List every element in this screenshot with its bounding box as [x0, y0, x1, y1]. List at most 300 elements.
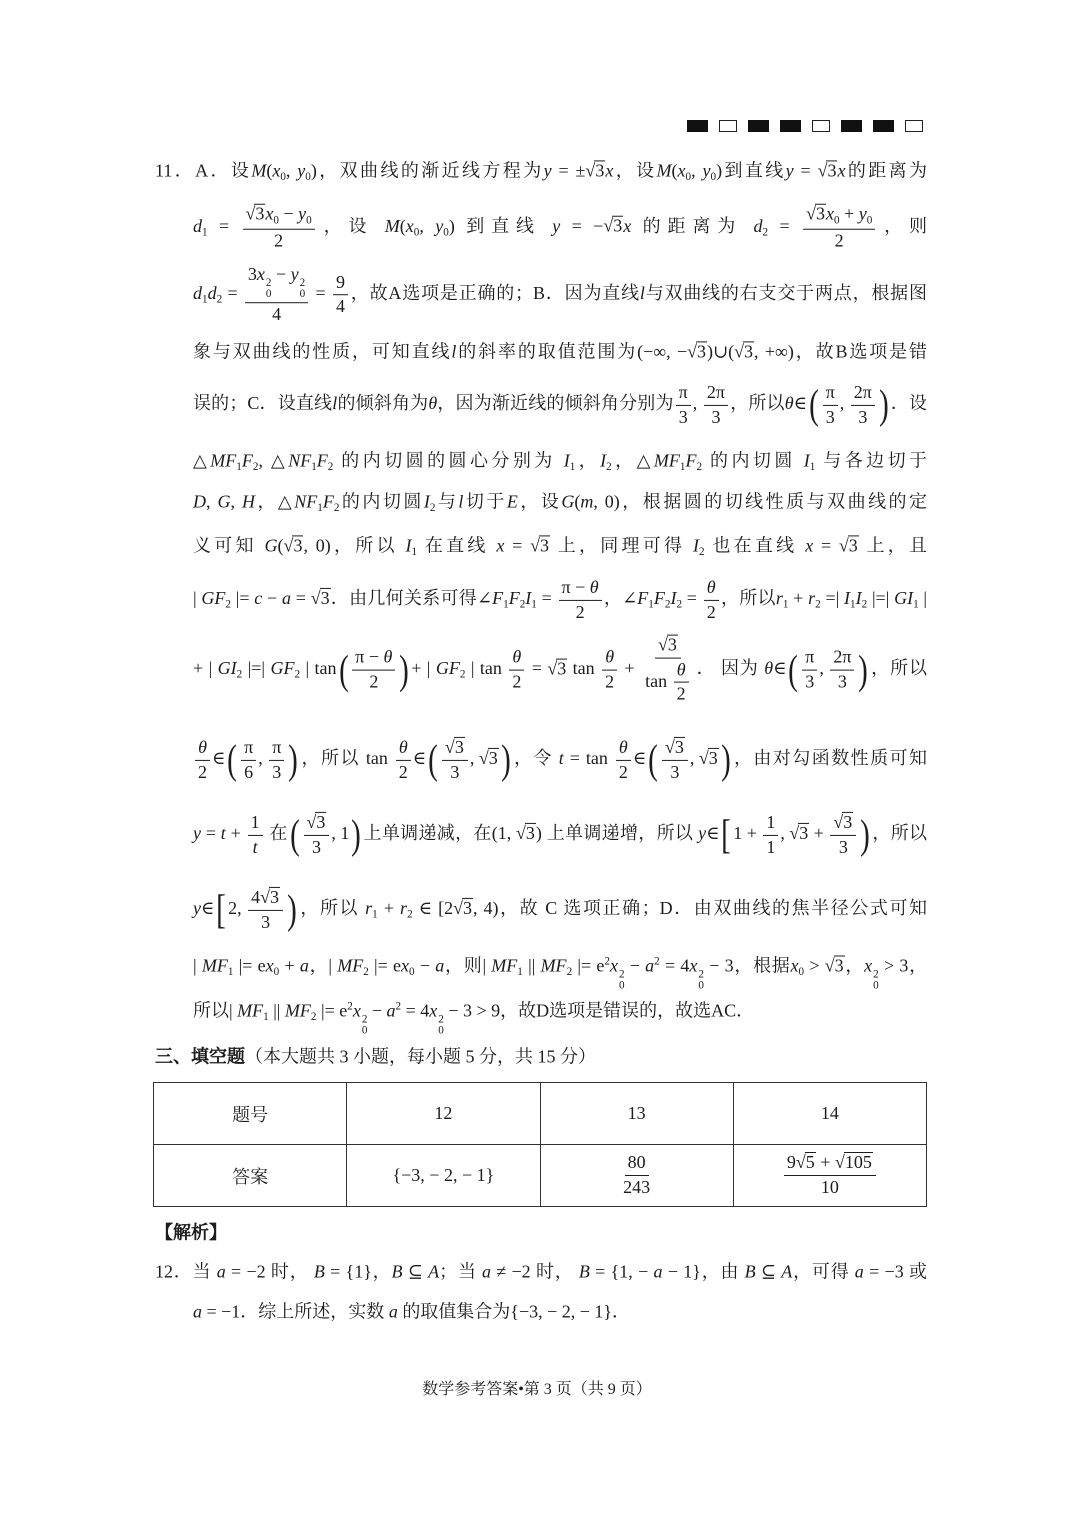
radicand: [612, 216, 623, 236]
text-run: 3: [270, 886, 280, 907]
fraction-denominator: [642, 658, 694, 705]
fraction-numerator: [802, 647, 817, 671]
text-run: ≠ −2 时，: [491, 1261, 579, 1282]
math-variable: θ: [589, 576, 599, 597]
text-run: 4: [336, 296, 345, 317]
text-run: 1: [372, 908, 378, 921]
fraction: [642, 635, 694, 706]
math-variable: a: [386, 1000, 396, 1021]
text-run: ⊆: [402, 1261, 429, 1282]
close-bracket: ): [351, 811, 362, 858]
text-run: 2π: [706, 381, 726, 402]
text-run: 2π: [853, 381, 872, 402]
fraction-denominator: [855, 406, 870, 429]
text-run: ，则|: [444, 955, 492, 976]
radical-sign: √: [834, 1152, 845, 1173]
math-variable: M: [656, 160, 672, 181]
text-run: ∈: [201, 898, 215, 919]
fraction: [704, 577, 719, 623]
text-run: 1: [766, 811, 776, 832]
math-variable: x: [609, 955, 618, 976]
text-run: , +∞)，故B选项是错: [754, 341, 927, 362]
math-variable: θ: [428, 393, 438, 414]
text-run: ，所以: [730, 393, 785, 414]
math-variable: a: [645, 955, 655, 976]
math-variable: x: [623, 216, 632, 237]
math-variable: x: [256, 264, 265, 285]
fraction-denominator: [602, 671, 617, 694]
text-run: ，∠: [603, 588, 638, 609]
fraction: [802, 647, 817, 693]
radicand: [488, 748, 499, 768]
radicand: [539, 535, 550, 555]
text-run: 0: [273, 214, 279, 227]
fraction-denominator: [832, 230, 847, 253]
radical-sign: √: [734, 341, 745, 362]
math-variable: θ: [764, 658, 774, 679]
math-variable: y: [435, 216, 444, 237]
fraction-denominator: [704, 601, 719, 624]
radicand: [696, 341, 707, 361]
math-variable: I: [423, 491, 430, 512]
radicand: [848, 535, 859, 555]
question-number: 14: [733, 1083, 926, 1145]
close-bracket: ): [500, 736, 511, 783]
fraction-numerator: [304, 812, 330, 836]
math-variable: d: [193, 216, 202, 237]
subscript: [438, 1026, 444, 1038]
radical-sign: √: [444, 736, 455, 757]
text-run: ∈: [632, 748, 647, 769]
math-variable: θ: [398, 736, 408, 757]
text-run: 12．当: [155, 1261, 217, 1282]
math-variable: x: [790, 955, 799, 976]
text-run: 2: [512, 671, 522, 692]
math-variable: y: [193, 898, 201, 919]
math-variable: B: [744, 1261, 756, 1282]
radical-sign: √: [824, 955, 835, 976]
text-run: ∈: [212, 748, 226, 769]
open-bracket: (: [338, 646, 349, 693]
q11-line: [193, 264, 927, 326]
text-run: − 1}，由: [662, 1261, 745, 1282]
bracket-group: [225, 737, 300, 783]
radicand: [674, 737, 685, 757]
text-run: △: [193, 450, 211, 471]
square-root: [246, 204, 266, 224]
fraction-numerator: [243, 204, 315, 230]
text-run: 象与双曲线的性质，可知直线: [193, 341, 452, 362]
square-root: [307, 812, 327, 832]
math-variable: r: [808, 588, 816, 609]
text-run: 2: [459, 668, 466, 681]
bracket-content: [800, 647, 856, 693]
math-variable: x: [265, 203, 274, 224]
text-run: (: [399, 216, 406, 237]
text-run: 2: [274, 230, 284, 251]
math-variable: MF: [653, 450, 680, 471]
text-run: 0: [443, 226, 449, 239]
fraction-denominator: [509, 671, 524, 694]
text-run: |: [193, 588, 202, 609]
text-run: 0: [265, 288, 272, 301]
bracket-content: [302, 812, 350, 858]
radical-sign: √: [838, 535, 849, 556]
text-run: ,: [419, 216, 436, 237]
text-run: 1: [517, 966, 523, 979]
q11-line: [193, 635, 927, 706]
fraction-numerator: [602, 647, 617, 671]
text-run: 2: [347, 1000, 353, 1013]
bracket-group: [646, 737, 732, 783]
fraction-numerator: [830, 647, 854, 671]
math-variable: y: [297, 160, 306, 181]
text-run: 0: [299, 288, 306, 301]
fraction-denominator: [258, 911, 273, 934]
open-bracket: (: [788, 646, 799, 693]
text-run: ，由对勾函数性质可知: [732, 748, 927, 769]
question-number: 12: [347, 1083, 540, 1145]
fraction-numerator: [763, 812, 778, 836]
sub-superscript: [300, 278, 306, 301]
text-run: = −1．综上所述，实数: [202, 1301, 389, 1322]
text-run: 2: [225, 598, 231, 611]
fraction-numerator: [616, 737, 631, 761]
text-run: ，设: [517, 491, 562, 512]
close-bracket: ): [858, 646, 869, 693]
q11-line: [193, 533, 927, 560]
math-variable: E: [506, 491, 518, 512]
open-bracket: [: [216, 886, 227, 933]
q11-line: [193, 382, 927, 428]
subscript: [362, 1026, 368, 1038]
math-variable: I: [405, 535, 412, 556]
text-run: 2: [699, 545, 705, 558]
bracket-content: [821, 382, 877, 428]
text-run: |: [918, 588, 928, 609]
text-run: tan: [567, 658, 601, 679]
text-run: 2: [575, 601, 585, 622]
text-run: )，双曲线的渐近线方程为: [310, 160, 544, 181]
text-run: ⊆: [755, 1261, 782, 1282]
math-variable: x: [864, 955, 873, 976]
text-run: +: [377, 898, 401, 919]
empty-mark: [905, 120, 923, 132]
math-variable: d: [753, 216, 763, 237]
text-run: π: [825, 381, 835, 402]
text-run: 3: [697, 341, 707, 362]
math-variable: a: [854, 1261, 864, 1282]
fraction: [248, 812, 263, 858]
fraction: [396, 737, 411, 783]
fraction: [620, 1152, 653, 1198]
radicand: [462, 898, 473, 918]
text-run: 2: [861, 598, 868, 611]
text-run: −: [367, 1000, 387, 1021]
text-run: ) 到直线: [448, 216, 553, 237]
text-run: | tan: [465, 658, 508, 679]
table-answer-row: [154, 1145, 927, 1207]
close-bracket: ): [720, 736, 731, 783]
text-run: 在直线: [417, 535, 497, 556]
text-run: 1: [411, 545, 418, 558]
text-run: 2: [299, 276, 306, 289]
text-run: −: [414, 955, 436, 976]
text-run: = 4: [401, 1000, 430, 1021]
fraction: [763, 812, 778, 858]
fraction: [674, 659, 689, 705]
text-run: 0: [280, 170, 286, 183]
text-run: 切于: [463, 491, 507, 512]
text-run: 0: [710, 170, 717, 183]
radical-sign: √: [664, 736, 675, 757]
bracket-group: [807, 382, 891, 428]
text-run: (: [277, 535, 284, 556]
text-run: 在: [264, 823, 288, 844]
text-run: 3: [674, 736, 684, 757]
text-run: ，|: [308, 955, 338, 976]
text-run: =: [813, 535, 839, 556]
text-run: ；当: [439, 1261, 483, 1282]
fraction: [704, 382, 728, 428]
fraction-denominator: [269, 761, 284, 784]
text-run: +: [809, 823, 829, 844]
math-variable: a: [216, 1261, 226, 1282]
math-variable: F: [322, 491, 334, 512]
text-run: = −3 或: [863, 1261, 927, 1282]
radical-sign: √: [260, 886, 271, 907]
math-variable: G: [264, 535, 278, 556]
text-run: 义可知: [193, 535, 265, 556]
radical-sign: √: [547, 658, 558, 679]
fraction-denominator: [708, 406, 723, 429]
text-run: −: [262, 588, 282, 609]
q11-line: [193, 887, 927, 933]
math-variable: I: [563, 450, 570, 471]
math-variable: a: [299, 955, 309, 976]
math-variable: F: [508, 588, 520, 609]
text-run: 3: [557, 658, 567, 679]
text-run: |=|: [242, 658, 271, 679]
text-run: 1: [202, 226, 208, 239]
fraction: [509, 647, 524, 693]
text-run: ∈: [412, 748, 427, 769]
text-run: 的取值集合为{−3, − 2, − 1}．: [397, 1301, 631, 1322]
fraction: [195, 737, 210, 783]
radical-sign: √: [817, 160, 828, 181]
fraction-numerator: [625, 1152, 649, 1176]
text-run: 2: [294, 668, 301, 681]
fraction: [248, 887, 283, 933]
text-run: 的距离为: [631, 216, 754, 237]
fraction-denominator: [835, 671, 850, 694]
fraction-numerator: [784, 1152, 876, 1176]
text-run: 2: [369, 671, 379, 692]
text-run: = {1}，: [324, 1261, 392, 1282]
fraction-numerator: [269, 737, 284, 761]
text-run: 1: [317, 501, 323, 514]
bracket-content: [350, 647, 397, 693]
text-run: =: [504, 535, 531, 556]
math-variable: GF: [270, 658, 295, 679]
fraction-numerator: [248, 887, 283, 911]
open-bracket: (: [428, 736, 438, 783]
text-run: π: [805, 646, 815, 667]
text-run: = tan: [563, 748, 614, 769]
text-run: 3: [247, 264, 257, 285]
filled-mark: [841, 120, 862, 132]
text-run: 3: [799, 823, 809, 844]
text-run: 1: [263, 1011, 269, 1024]
text-run: 3: [255, 203, 265, 224]
text-run: 2: [519, 598, 526, 611]
text-run: |= e: [572, 955, 605, 976]
text-run: (: [574, 491, 581, 512]
text-run: 3: [272, 761, 282, 782]
square-root: [699, 748, 719, 768]
fraction: [333, 272, 348, 318]
square-root: [516, 823, 536, 843]
open-bracket: (: [227, 736, 238, 783]
text-run: 105: [844, 1152, 872, 1173]
text-run: 3: [678, 406, 688, 427]
text-run: 2: [407, 908, 413, 921]
square-root: [734, 341, 754, 361]
fraction-denominator: [269, 303, 284, 326]
text-run: 3: [848, 535, 858, 556]
text-run: 的内切圆: [339, 491, 424, 512]
radical-sign: √: [306, 811, 317, 832]
math-variable: x: [837, 160, 846, 181]
text-run: 1: [679, 460, 686, 473]
math-variable: m: [580, 491, 594, 512]
fraction-numerator: [352, 647, 395, 671]
bracket-content: [440, 737, 499, 783]
text-run: 3: [711, 406, 721, 427]
math-variable: MF: [237, 1000, 264, 1021]
text-run: π: [244, 736, 254, 757]
text-run: 的内切圆: [702, 450, 804, 471]
text-run: , 0)，所以: [303, 535, 406, 556]
text-run: 10: [820, 1177, 839, 1197]
text-run: ,: [230, 491, 242, 512]
text-run: 2: [834, 230, 844, 251]
math-variable: H: [241, 491, 255, 512]
text-run: ． 因为: [695, 658, 765, 679]
math-variable: a: [281, 588, 291, 609]
fraction-denominator: [616, 761, 631, 784]
text-run: 3: [316, 811, 326, 832]
math-variable: y: [290, 264, 299, 285]
radicand: [454, 737, 465, 757]
analysis-title: 【解析】: [155, 1222, 227, 1243]
text-run: (: [266, 160, 273, 181]
math-variable: B: [391, 1261, 403, 1282]
radicand: [834, 956, 845, 976]
text-run: 与各边切于: [815, 450, 928, 471]
q11-line: [193, 954, 927, 993]
text-run: ，故A选项是正确的；B．因为直线: [350, 283, 640, 304]
math-variable: B: [313, 1261, 325, 1282]
fraction-numerator: [241, 737, 256, 761]
radicand: [667, 635, 678, 655]
text-run: >: [804, 955, 825, 976]
fraction-numerator: [442, 737, 468, 761]
text-run: −: [278, 203, 299, 224]
math-variable: θ: [198, 736, 207, 757]
math-variable: NF: [294, 491, 318, 512]
math-variable: F: [241, 450, 253, 471]
radical-sign: √: [603, 216, 614, 237]
text-run: 4: [251, 886, 261, 907]
radical-sign: √: [789, 823, 800, 844]
text-run: =: [526, 658, 548, 679]
math-variable: a: [653, 1261, 663, 1282]
text-run: ，可得: [792, 1261, 855, 1282]
square-root: [806, 204, 826, 224]
text-run: 1: [531, 598, 537, 611]
text-run: 3: [311, 836, 321, 857]
text-run: {−3, − 2, − 1}: [392, 1165, 495, 1185]
fraction: [602, 647, 617, 693]
text-run: 3: [834, 955, 844, 976]
fraction: [676, 382, 691, 428]
text-run: ，: [575, 450, 601, 471]
math-variable: x: [496, 535, 505, 556]
text-run: +: [839, 203, 859, 224]
text-run: 2: [698, 968, 704, 981]
text-run: 的距离为: [845, 160, 928, 181]
text-run: =: [536, 588, 557, 609]
radicand: [320, 588, 331, 608]
fraction-denominator: [802, 671, 817, 694]
text-run: + |: [193, 658, 218, 679]
math-variable: GI: [217, 658, 237, 679]
fraction-denominator: [447, 761, 462, 784]
subscript: [306, 214, 312, 226]
text-run: = −2 时，: [225, 1261, 314, 1282]
fraction: [352, 647, 395, 693]
text-run: 3: [454, 736, 464, 757]
math-variable: a: [482, 1261, 492, 1282]
text-run: ，△: [611, 450, 654, 471]
text-run: 9: [786, 1152, 796, 1173]
text-run: 的倾斜角为: [337, 393, 429, 414]
radical-sign: √: [530, 535, 540, 556]
text-run: 3: [843, 811, 853, 832]
math-variable: NF: [288, 450, 312, 471]
math-variable: F: [653, 588, 665, 609]
math-variable: θ: [676, 659, 686, 680]
text-run: 2: [310, 1011, 317, 1024]
fraction: [241, 737, 256, 783]
text-run: 2: [363, 966, 369, 979]
text-run: = 4: [659, 955, 690, 976]
math-variable: a: [388, 1301, 398, 1322]
fraction-denominator: [818, 1176, 842, 1199]
text-run: | tan: [300, 658, 337, 679]
text-run: 0: [798, 966, 805, 979]
text-run: ||: [268, 1000, 285, 1021]
text-run: +: [619, 658, 641, 679]
subscript: [867, 214, 873, 226]
math-variable: y: [552, 216, 561, 237]
text-run: ,: [692, 393, 702, 414]
fraction: [304, 812, 330, 858]
math-variable: MF: [284, 1000, 311, 1021]
text-run: 3: [488, 748, 498, 769]
radicand: [805, 1152, 816, 1172]
